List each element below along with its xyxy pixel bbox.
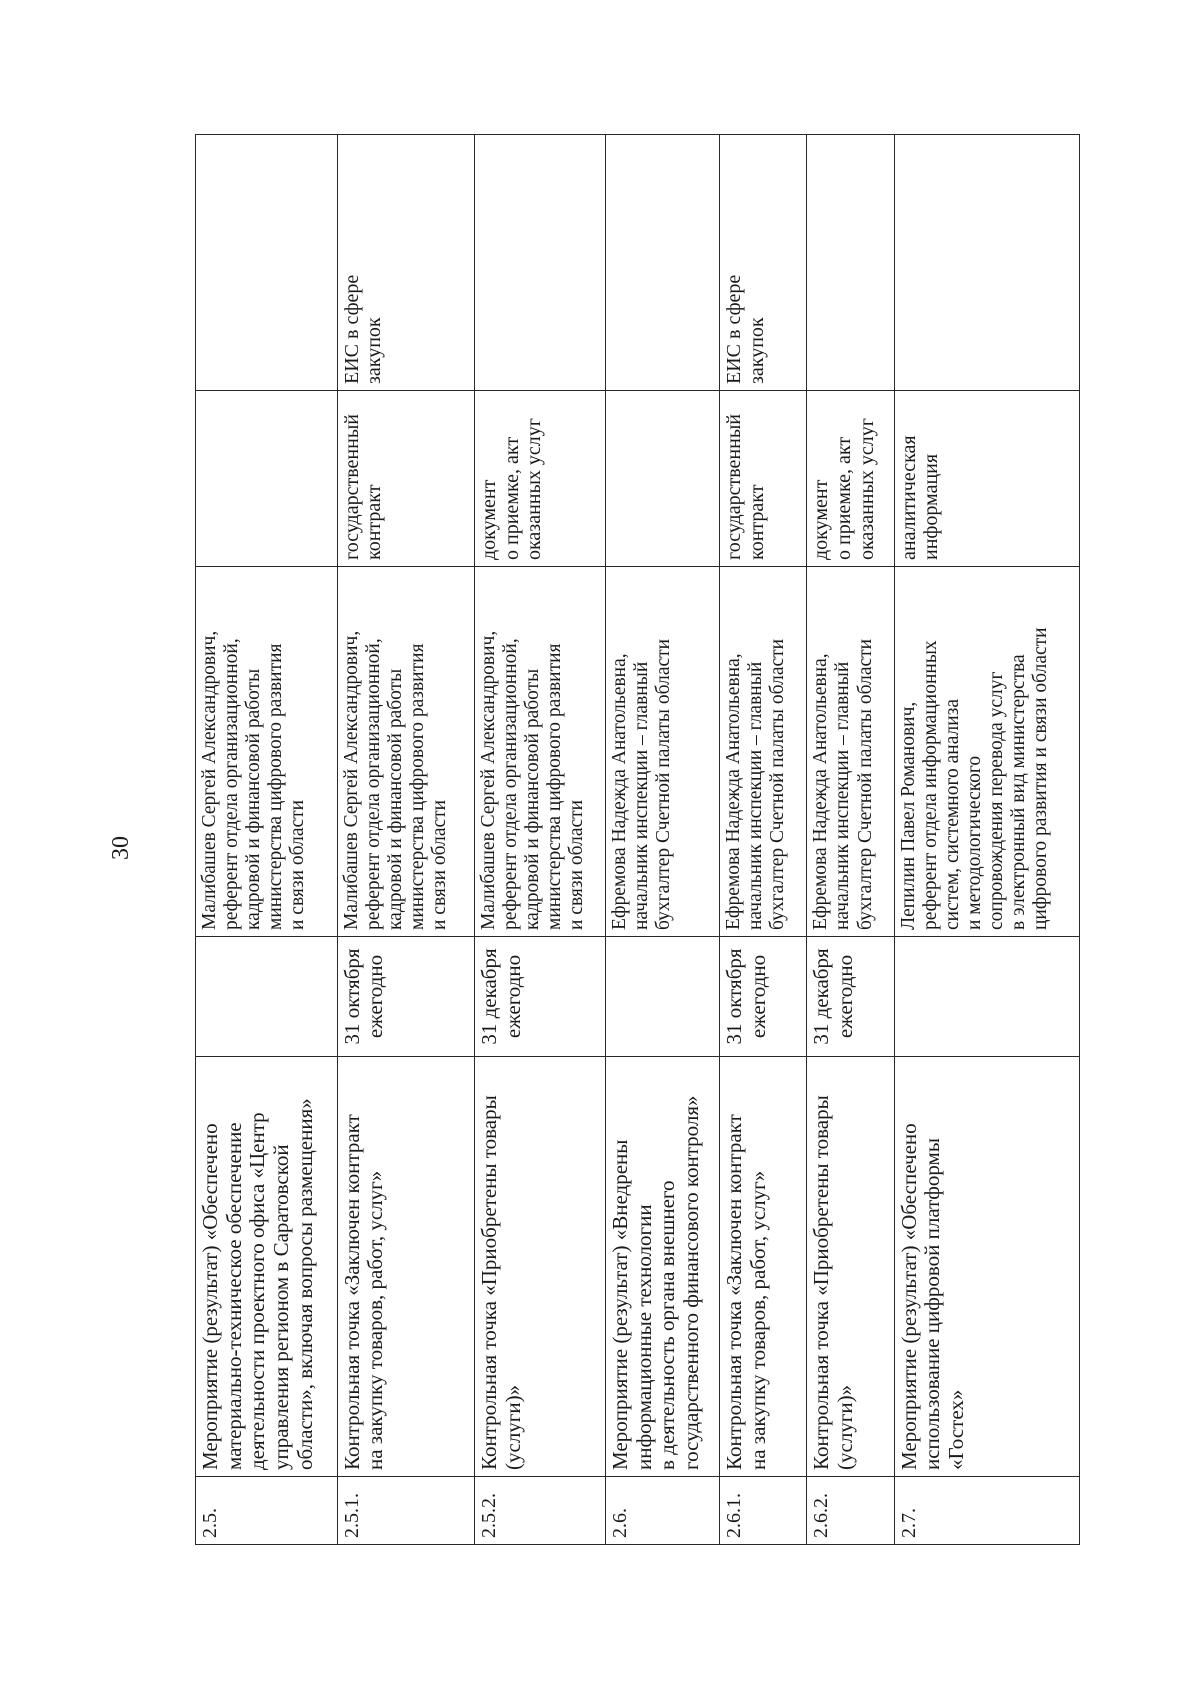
row-number-cell: [807, 1477, 894, 1545]
document-cell: [475, 391, 606, 567]
row-number-cell: [337, 1477, 474, 1545]
responsible-person: Малибашев Сергей Александрович, референт отдела организационной, кадровой и финансовой работы министерства цифрового развития и связи области: [478, 630, 588, 930]
event-name: Контрольная точка «Приобретены товары (услуги)»: [809, 1095, 858, 1470]
deadline: 31 октября ежегодно: [339, 948, 388, 1045]
rotated-table-wrapper: [195, 135, 1080, 1545]
event-name-cell: [196, 1057, 338, 1477]
row-number: 2.6.1.: [723, 1493, 746, 1538]
event-name: Контрольная точка «Заключен контракт на закупку товаров, работ, услуг»: [722, 1114, 770, 1470]
document-cell: [894, 391, 1079, 567]
responsible-cell: [807, 567, 894, 937]
page-number: 30: [108, 836, 134, 860]
event-name-cell: [894, 1057, 1079, 1477]
row-number: 2.6.2.: [810, 1493, 833, 1538]
responsible-person: Малибашев Сергей Александрович, референт отдела организационной, кадровой и финансовой работы министерства цифрового развития и связи области: [340, 630, 450, 930]
info-system-cell: [807, 135, 894, 391]
event-name: Мероприятие (результат) «Обеспечено использование цифровой платформы «Гостех»: [896, 1123, 969, 1470]
deadline-cell: [475, 937, 606, 1057]
responsible-cell: [894, 567, 1079, 937]
info-system-cell: [337, 135, 474, 391]
info-system-cell: [475, 135, 606, 391]
event-name-cell: [337, 1057, 474, 1477]
row-number: 2.5.2.: [478, 1493, 501, 1538]
info-system-cell: [720, 135, 807, 391]
responsible-person: Лепилин Павел Романович, референт отдела информационных систем, системного анализа и методологического сопровождения перевода услуг в электронный вид министерства цифрового развития и связи области: [897, 627, 1051, 930]
deadline-cell: [196, 937, 338, 1057]
row-number: 2.5.1.: [340, 1493, 363, 1538]
table-row: [605, 135, 719, 1545]
document-cell: [337, 391, 474, 567]
document-cell: [720, 391, 807, 567]
responsible-cell: [196, 567, 338, 937]
table-row: [337, 135, 474, 1545]
info-system: ЕИС в сфере закупок: [340, 274, 386, 384]
document-cell: [196, 391, 338, 567]
event-name: Контрольная точка «Приобретены товары (услуги)»: [477, 1095, 525, 1470]
table-row: [196, 135, 338, 1545]
info-system-cell: [605, 135, 719, 391]
responsible-person: Ефремова Надежда Анатольевна, начальник инспекции – главный бухгалтер Счетной палаты области: [608, 638, 674, 930]
event-name-cell: [720, 1057, 807, 1477]
event-name: Контрольная точка «Заключен контракт на закупку товаров, работ, услуг»: [339, 1114, 388, 1470]
responsible-cell: [605, 567, 719, 937]
table-row: [475, 135, 606, 1545]
row-number-cell: [475, 1477, 606, 1545]
row-number-cell: [196, 1477, 338, 1545]
info-system: ЕИС в сфере закупок: [723, 274, 768, 384]
row-number-cell: [720, 1477, 807, 1545]
confirming-document: государственный контракт: [723, 414, 768, 560]
info-system-cell: [196, 135, 338, 391]
responsible-cell: [337, 567, 474, 937]
responsible-person: Ефремова Надежда Анатольевна, начальник инспекции – главный бухгалтер Счетной палаты области: [810, 638, 876, 930]
responsible-cell: [720, 567, 807, 937]
deadline-cell: [720, 937, 807, 1057]
info-system-cell: [894, 135, 1079, 391]
event-name-cell: [605, 1057, 719, 1477]
deadline: 31 декабря ежегодно: [809, 948, 858, 1045]
table-row: [894, 135, 1079, 1545]
deadline: 31 декабря ежегодно: [477, 948, 525, 1045]
responsible-cell: [475, 567, 606, 937]
table-row: [807, 135, 894, 1545]
confirming-document: документ о приемке, акт оказанных услуг: [478, 418, 546, 560]
event-name: Мероприятие (результат) «Внедрены информационные технологии в деятельность органа внешнего государственного финансового контроля»: [607, 1095, 703, 1470]
deadline-cell: [337, 937, 474, 1057]
deadline-cell: [894, 937, 1079, 1057]
event-name: Мероприятие (результат) «Обеспечено материально-техническое обеспечение деятельности проектного офиса «Центр управления регионом в Саратовской области», включая вопросы размещения»: [198, 1098, 317, 1470]
event-name-cell: [807, 1057, 894, 1477]
row-number-cell: [894, 1477, 1079, 1545]
responsible-person: Ефремова Надежда Анатольевна, начальник инспекции – главный бухгалтер Счетной палаты области: [723, 638, 789, 930]
row-number: 2.6.: [608, 1508, 631, 1538]
deadline: 31 октября ежегодно: [722, 948, 770, 1045]
deadline-cell: [807, 937, 894, 1057]
row-number-cell: [605, 1477, 719, 1545]
document-cell: [605, 391, 719, 567]
table-row: [720, 135, 807, 1545]
document-cell: [807, 391, 894, 567]
responsible-person: Малибашев Сергей Александрович, референт отдела организационной, кадровой и финансовой работы министерства цифрового развития и связи области: [199, 630, 309, 930]
row-number: 2.7.: [897, 1508, 920, 1538]
confirming-document: государственный контракт: [340, 414, 386, 560]
deadline-cell: [605, 937, 719, 1057]
confirming-document: аналитическая информация: [897, 435, 943, 560]
plan-table: [195, 134, 1080, 1545]
row-number: 2.5.: [199, 1508, 221, 1538]
event-name-cell: [475, 1057, 606, 1477]
confirming-document: документ о приемке, акт оказанных услуг: [810, 418, 878, 560]
